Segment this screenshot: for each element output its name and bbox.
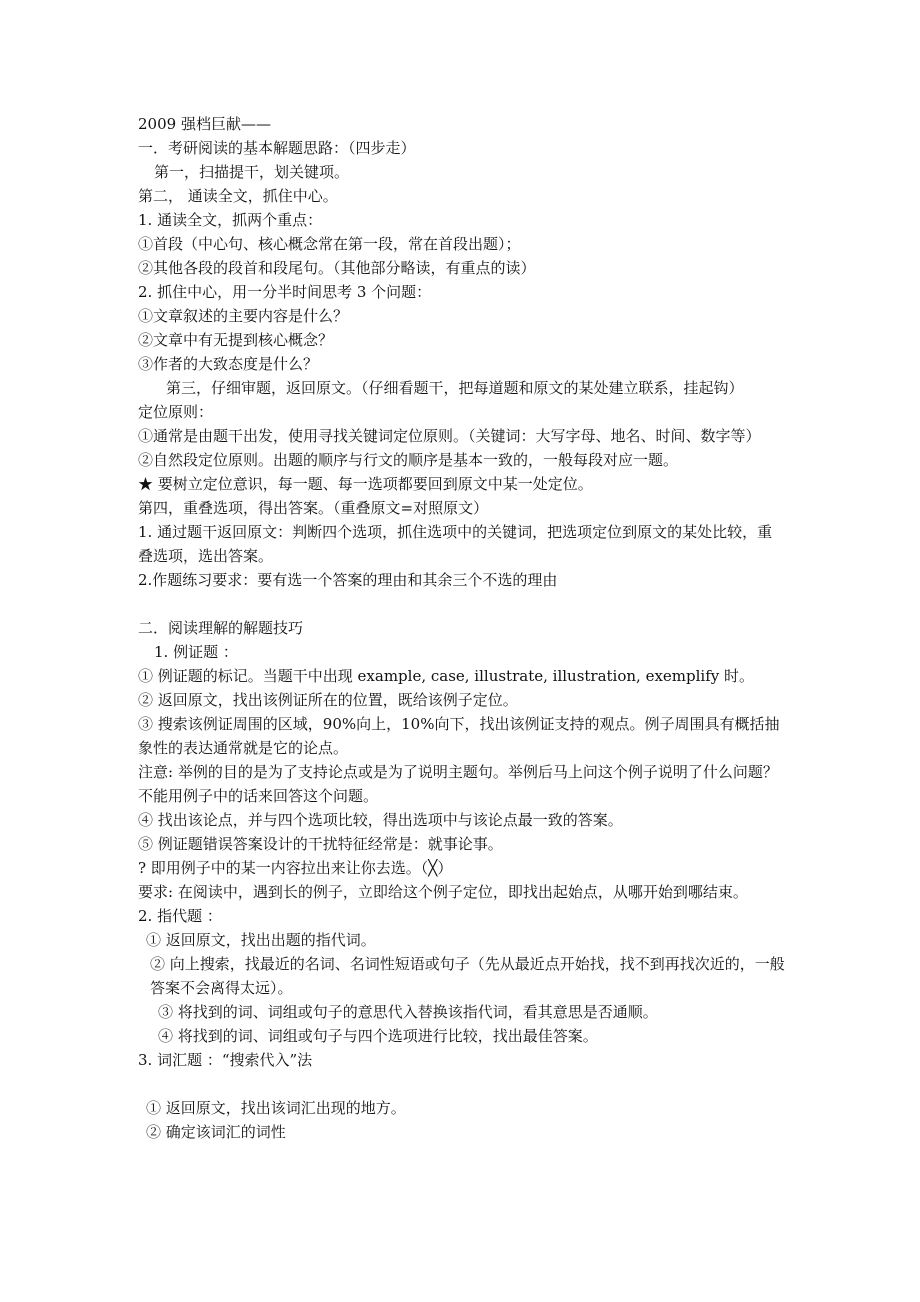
step-4-point-1: 1. 通过题干返回原文：判断四个选项，抓住选项中的关键词，把选项定位到原文的某处比较，重叠选项，选出答案。 (138, 523, 773, 565)
step-2-point-2: 2. 抓住中心，用一分半时间思考 3 个问题： (138, 283, 432, 301)
type-2-point-2: ② 向上搜索，找最近的名词、名词性短语或句子（先从最近点开始找，找不到再找次近的，一般答案不会离得太远）。 (150, 955, 785, 997)
question-3: ③作者的大致态度是什么？ (138, 355, 319, 373)
type-3-point-1: ① 返回原文，找出该词汇出现的地方。 (146, 1099, 406, 1117)
step-1: 第一，扫描提干，划关键项。 (154, 163, 350, 181)
step-2-point-1a: ①首段（中心句、核心概念常在第一段，常在首段出题）； (138, 235, 521, 253)
requirement-paragraph: 要求: 在阅读中，遇到长的例子，立即给这个例子定位，即找出起始点，从哪开始到哪结束。 (138, 883, 748, 901)
type-1-point-2: ② 返回原文，找出该例证所在的位置，既给该例子定位。 (138, 691, 518, 709)
type-1-point-3: ③ 搜索该例证周围的区域，90%向上，10%向下，找出该例证支持的观点。例子周围具有概括抽象性的表达通常就是它的论点。 (138, 715, 780, 757)
type-1-point-5: ⑤ 例证题错误答案设计的干扰特征经常是：就事论事。 (138, 835, 503, 853)
type-1-heading: 1. 例证题 ： (154, 643, 238, 661)
blank-line (138, 1072, 786, 1096)
step-2-point-1b: ②其他各段的段首和段尾句。（其他部分略读，有重点的读） (138, 259, 536, 277)
principle-heading: 定位原则： (138, 403, 214, 421)
type-1-point-1: ① 例证题的标记。当题干中出现 example, case, illustrate, illustration, exemplify 时。 (138, 667, 755, 685)
type-3-point-2: ② 确定该词汇的词性 (146, 1123, 286, 1141)
type-2-point-1: ① 返回原文，找出出题的指代词。 (146, 931, 376, 949)
step-4: 第四，重叠选项，得出答案。（重叠原文=对照原文） (138, 499, 489, 517)
type-2-heading: 2. 指代题 ： (138, 907, 222, 925)
type-2-point-4: ④ 将找到的词、词组或句子与四个选项进行比较，找出最佳答案。 (158, 1027, 598, 1045)
type-2-point-3: ③ 将找到的词、词组或句子的意思代入替换该指代词，看其意思是否通顺。 (158, 1003, 658, 1021)
blank-line (138, 592, 786, 616)
type-3-heading: 3. 词汇题 ：“搜索代入”法 (138, 1051, 313, 1069)
step-3: 第三，仔细审题，返回原文。（仔细看题干，把每道题和原文的某处建立联系，挂起钩） (166, 379, 744, 397)
note-paragraph: 注意: 举例的目的是为了支持论点或是为了说明主题句。举例后马上问这个例子说明了什么问题？不能用例子中的话来回答这个问题。 (138, 763, 778, 805)
principle-1: ①通常是由题干出发，使用寻找关键词定位原则。（关键词：大写字母、地名、时间、数字等） (138, 427, 761, 445)
step-2-point-1: 1. 通读全文，抓两个重点： (138, 211, 323, 229)
step-2: 第二， 通读全文，抓住中心。 (138, 187, 338, 205)
document-title: 2009 强档巨献—— (138, 115, 271, 133)
star-note: ★ 要树立定位意识，每一题、每一选项都要回到原文中某一处定位。 (138, 475, 593, 493)
principle-2: ②自然段定位原则。出题的顺序与行文的顺序是基本一致的，一般每段对应一题。 (138, 451, 679, 469)
question-1: ①文章叙述的主要内容是什么？ (138, 307, 349, 325)
section-2-heading: 二．阅读理解的解题技巧 (138, 619, 304, 637)
type-1-point-4: ④ 找出该论点，并与四个选项比较，得出选项中与该论点最一致的答案。 (138, 811, 623, 829)
step-4-point-2: 2.作题练习要求：要有选一个答案的理由和其余三个不选的理由 (138, 571, 558, 589)
section-1-heading: 一．考研阅读的基本解题思路：（四步走） (138, 139, 416, 157)
document-body (138, 112, 786, 1144)
type-1-point-6: ? 即用例子中的某一内容拉出来让你去选。（╳） (138, 859, 453, 877)
question-2: ②文章中有无提到核心概念？ (138, 331, 334, 349)
